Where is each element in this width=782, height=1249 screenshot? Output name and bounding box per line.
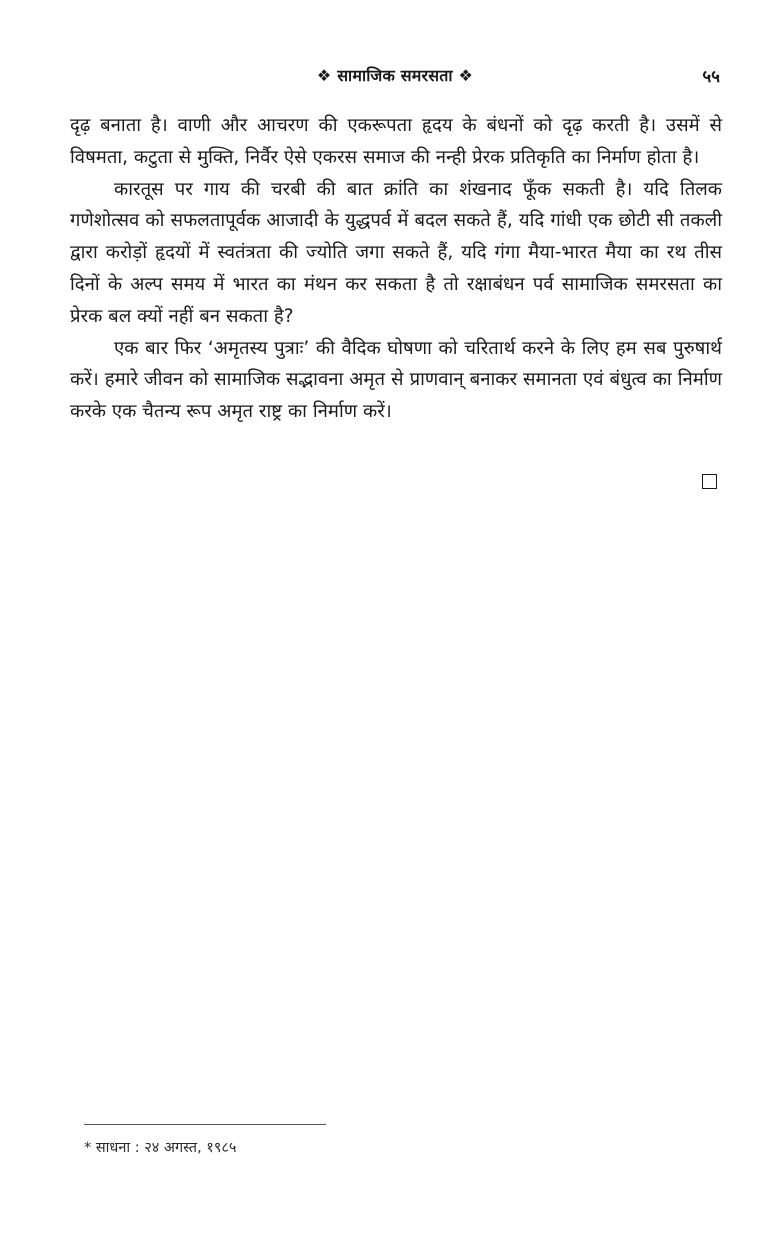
paragraph: कारतूस पर गाय की चरबी की बात क्रांति का शंखनाद फूँक सकती है। यदि तिलक गणेशोत्सव को सफलतापूर्वक आजादी के युद्धपर्व में बदल सकते हैं, यदि गांधी एक छोटी सी तकली द्वारा करोड़ों हृदयों में स्वतंत्रता की ज्योति जगा सकते हैं, यदि गंगा मैया-भारत मैया का रथ तीस दिनों के अल्प समय में भारत का मंथन कर सकता है तो रक्षाबंधन पर्व सामाजिक समरसता का प्रेरक बल क्यों नहीं बन सकता है? [70,178,722,327]
end-of-article-square-icon [702,474,717,489]
footnote: * साधना : २४ अगस्त, १९८५ [84,1140,237,1156]
chapter-title: ❖ सामाजिक समरसता ❖ [316,66,474,85]
footnote-divider [84,1124,326,1125]
running-head [70,64,720,88]
paragraph: एक बार फिर ‘अमृतस्य पुत्राः’ की वैदिक घोषणा को चरितार्थ करने के लिए हम सब पुरुषार्थ करें। हमारे जीवन को सामाजिक सद्भावना अमृत से प्राणवान् बनाकर समानता एवं बंधुत्व का निर्माण करके एक चैतन्य रूप अमृत राष्ट्र का निर्माण करें। [70,337,722,423]
body-text [70,110,722,428]
page-number: ५५ [702,67,720,87]
paragraph-continued: दृढ़ बनाता है। वाणी और आचरण की एकरूपता हृदय के बंधनों को दृढ़ करती है। उसमें से विषमता, कटुता से मुक्ति, निर्वैर ऐसे एकरस समाज की नन्ही प्रेरक प्रतिकृति का निर्माण होता है। [70,115,722,168]
